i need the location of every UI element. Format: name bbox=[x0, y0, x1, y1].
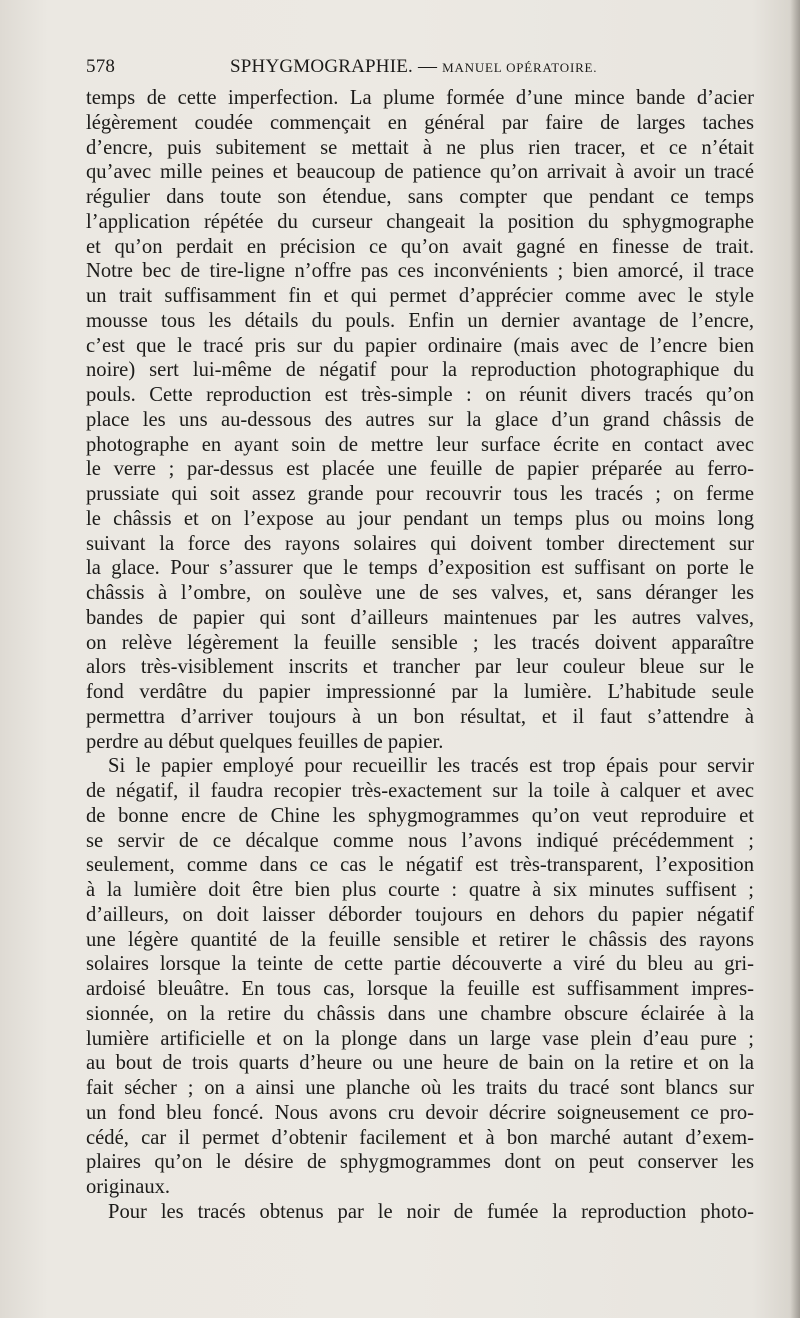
text-line: originaux. bbox=[86, 1176, 171, 1198]
text-line: un trait suffisamment fin et qui permet d’apprécier comme avec le style bbox=[86, 285, 754, 307]
page-edge-shadow bbox=[790, 0, 800, 1318]
running-title-main: SPHYGMOGRAPHIE. bbox=[230, 56, 413, 77]
text-line: de négatif, il faudra recopier très-exactement sur la toile à calquer et avec bbox=[86, 780, 754, 802]
text-line: l’application répétée du curseur changeait la position du sphygmographe bbox=[86, 210, 754, 233]
text-line: prussiate qui soit assez grande pour recouvrir tous les tracés ; on ferme bbox=[86, 483, 754, 505]
text-line: sionnée, on la retire du châssis dans une chambre obscure éclairée à la bbox=[86, 1002, 754, 1025]
text-line: bandes de papier qui sont d’ailleurs maintenues par les autres valves, bbox=[86, 606, 754, 629]
text-line: Notre bec de tire-ligne n’offre pas ces inconvénients ; bien amorcé, il trace bbox=[86, 260, 754, 283]
page-number: 578 bbox=[86, 56, 116, 77]
text-line: de bonne encre de Chine les sphygmogrammes qu’on veut reproduire et bbox=[86, 804, 754, 827]
text-line: c’est que le tracé pris sur du papier ordinaire (mais avec de l’encre bien bbox=[86, 334, 754, 357]
text-line: lumière artificielle et on la plonge dans un large vase plein d’eau pure ; bbox=[86, 1027, 754, 1050]
text-line: fond verdâtre du papier impressionné par la lumière. L’habitude seule bbox=[86, 681, 754, 703]
text-line: seulement, comme dans ce cas le négatif est très-transparent, l’exposition bbox=[86, 854, 754, 877]
text-line: suivant la force des rayons solaires qui doivent tomber directement sur bbox=[86, 532, 754, 555]
text-line: plaires qu’on le désire de sphygmogrammes dont on peut conserver les bbox=[86, 1151, 754, 1174]
text-line: régulier dans toute son étendue, sans compter que pendant ce temps bbox=[86, 186, 754, 208]
text-line: le verre ; par-dessus est placée une feuille de papier préparée au ferro- bbox=[86, 458, 754, 481]
text-line: légèrement coudée commençait en général par faire de larges taches bbox=[86, 111, 754, 134]
text-line: ardoisé bleuâtre. En tous cas, lorsque la feuille est suffisamment impres- bbox=[86, 978, 754, 1000]
text-line: un fond bleu foncé. Nous avons cru devoir décrire soigneusement ce pro- bbox=[86, 1101, 754, 1124]
text-line: à la lumière doit être bien plus courte : quatre à six minutes suffisent ; bbox=[86, 879, 754, 901]
text-line: place les uns au-dessous des autres sur la glace d’un grand châssis de bbox=[86, 408, 754, 431]
text-line: au bout de trois quarts d’heure ou une heure de bain on la retire et on la bbox=[86, 1052, 754, 1075]
text-line: d’ailleurs, on doit laisser déborder toujours en dehors du papier négatif bbox=[86, 903, 754, 926]
text-line: le châssis et on l’expose au jour pendant un temps plus ou moins long bbox=[86, 507, 754, 530]
text-line: se servir de ce décalque comme nous l’avons indiqué précédemment ; bbox=[86, 829, 754, 852]
text-line: solaires lorsque la teinte de cette partie découverte a viré du bleu au gri- bbox=[86, 953, 754, 976]
text-line: temps de cette imperfection. La plume formée d’une mince bande d’acier bbox=[86, 87, 754, 109]
running-title-section: MANUEL OPÉRATOIRE. bbox=[442, 60, 598, 75]
running-title-dash: — bbox=[417, 56, 438, 77]
text-line: noire) sert lui-même de négatif pour la reproduction photographique du bbox=[86, 359, 754, 382]
page-header bbox=[86, 56, 758, 82]
text-line: une légère quantité de la feuille sensible et retirer le châssis des rayons bbox=[86, 928, 754, 951]
text-line: qu’avec mille peines et beaucoup de patience qu’on arrivait à avoir un tracé bbox=[86, 161, 754, 184]
text-line: permettra d’arriver toujours à un bon résultat, et il faut s’attendre à bbox=[86, 705, 754, 728]
text-line: cédé, car il permet d’obtenir facilement et à bon marché autant d’exem- bbox=[86, 1126, 754, 1149]
text-line: la glace. Pour s’assurer que le temps d’exposition est suffisant on porte le bbox=[86, 557, 754, 580]
text-line: châssis à l’ombre, on soulève une de ses valves, et, sans déranger les bbox=[86, 582, 754, 604]
text-line: d’encre, puis subitement se mettait à ne plus rien tracer, et ce n’était bbox=[86, 136, 754, 159]
text-line: mousse tous les détails du pouls. Enfin un dernier avantage de l’encre, bbox=[86, 309, 754, 332]
text-line: photographe en ayant soin de mettre leur surface écrite en contact avec bbox=[86, 433, 754, 456]
text-line: perdre au début quelques feuilles de papier. bbox=[86, 730, 444, 753]
text-line: fait sécher ; on a ainsi une planche où les traits du tracé sont blancs sur bbox=[86, 1077, 754, 1099]
running-title bbox=[230, 56, 597, 78]
text-line: alors très-visiblement inscrits et trancher par leur couleur bleue sur le bbox=[86, 656, 754, 679]
text-line: Si le papier employé pour recueillir les tracés est trop épais pour servir bbox=[108, 755, 754, 778]
text-line: Pour les tracés obtenus par le noir de fumée la reproduction photo- bbox=[108, 1200, 754, 1223]
text-line: on relève légèrement la feuille sensible ; les tracés doivent apparaître bbox=[86, 631, 754, 654]
text-line: pouls. Cette reproduction est très-simple : on réunit divers tracés qu’on bbox=[86, 384, 754, 406]
body-text bbox=[86, 86, 754, 1225]
text-line: et qu’on perdait en précision ce qu’on avait gagné en finesse de trait. bbox=[86, 235, 754, 258]
